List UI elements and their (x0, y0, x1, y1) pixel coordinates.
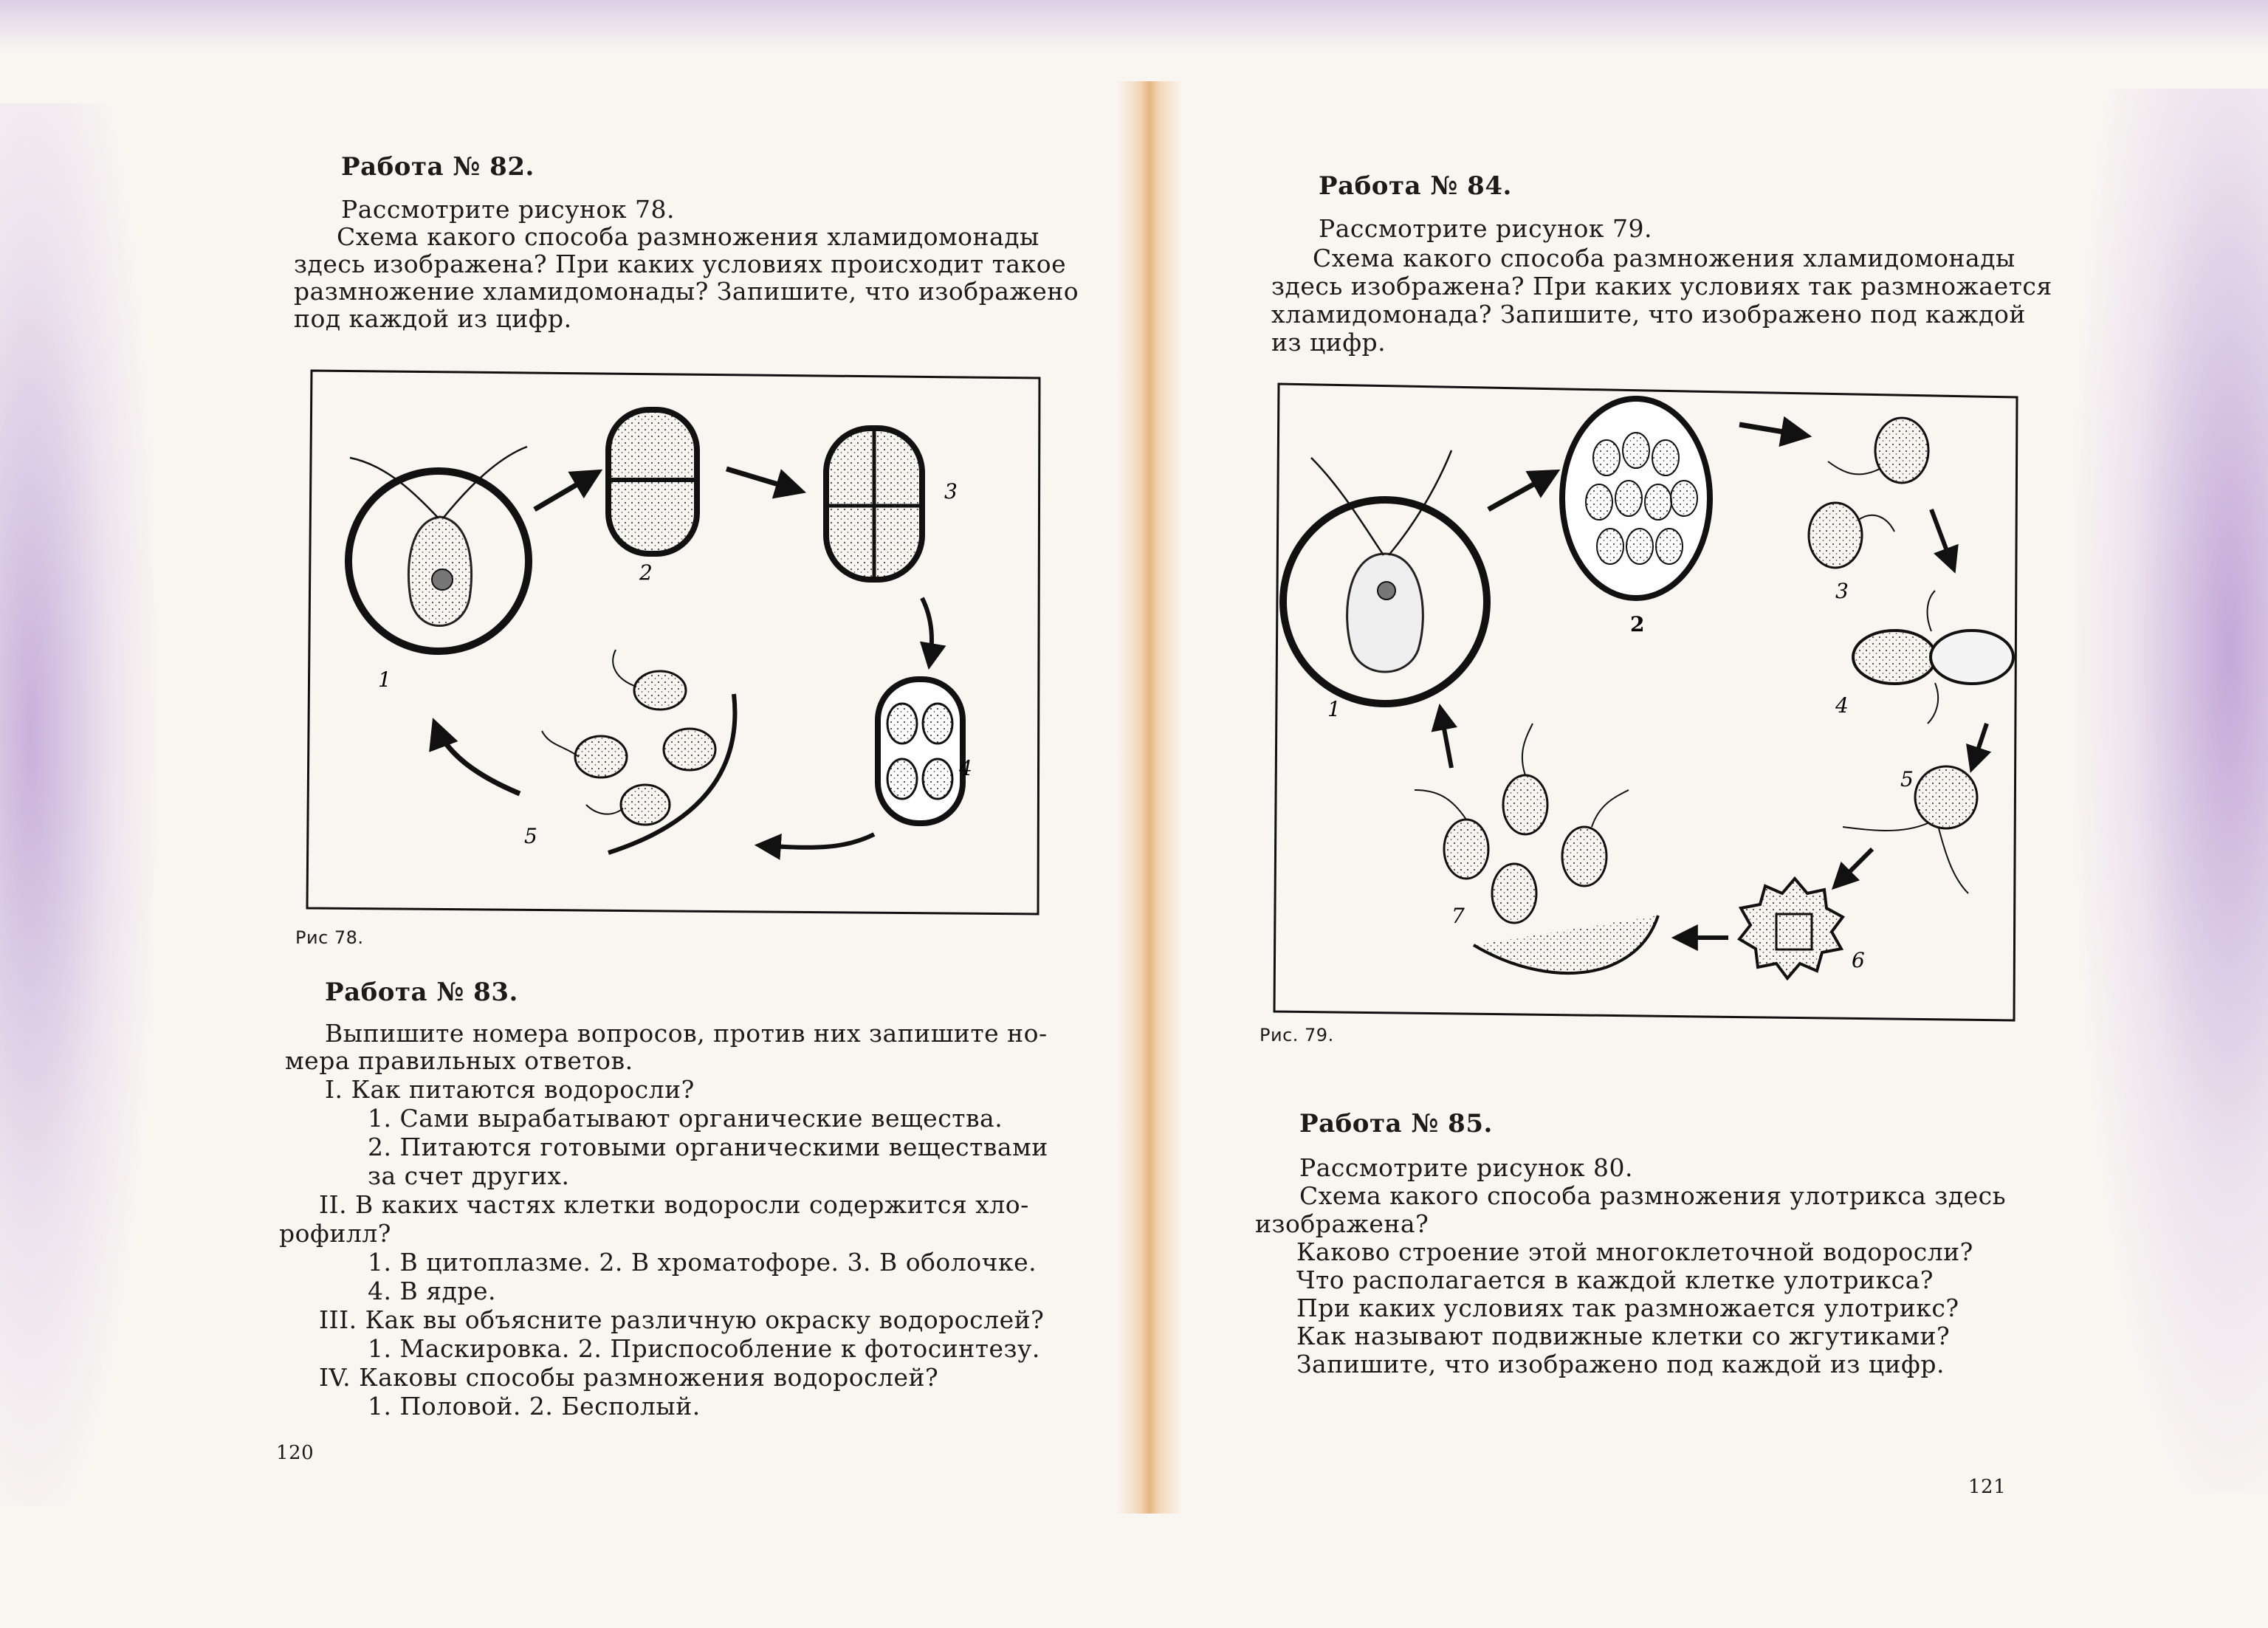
figure-label: 1 (1327, 697, 1341, 721)
work-84-line: из цифр. (1271, 328, 1386, 357)
work-83-line: за счет других. (368, 1161, 570, 1190)
work-82-line: здесь изображена? При каких условиях происходит такое (294, 250, 1067, 278)
work-84-line: хламидомонада? Запишите, что изображено под каждой (1271, 300, 2026, 329)
work-85-line: Рассмотрите рисунок 80. (1299, 1153, 1634, 1182)
work-85-line: Что располагается в каждой клетке улотрикса? (1296, 1265, 1934, 1294)
figure-label: 4 (1835, 693, 1849, 718)
work-85-line: Как называют подвижные клетки со жгутиками? (1296, 1322, 1951, 1350)
work-83-line: II. В каких частях клетки водоросли содержится хло- (319, 1190, 1029, 1219)
work-85-line: При каких условиях так размножается улотрикс? (1296, 1294, 1959, 1322)
figure-label: 3 (944, 479, 958, 504)
figure-label: 7 (1451, 904, 1465, 928)
work-83-line: 1. Сами вырабатывают органические вещества. (368, 1104, 1003, 1133)
work-83-line: IV. Каковы способы размножения водорослей? (319, 1363, 939, 1392)
figure-label: 1 (378, 667, 391, 692)
work-83-line: III. Как вы объясните различную окраску водорослей? (319, 1305, 1045, 1334)
stage-4-cell (878, 679, 963, 823)
work-82-line: размножение хламидомонады? Запишите, что изображено (294, 277, 1079, 306)
page-number-left: 120 (276, 1442, 315, 1464)
stage-3-gametes (1809, 418, 1928, 568)
work-85-line: Каково строение этой многоклеточной водоросли? (1296, 1237, 1973, 1266)
work-85-line: Схема какого способа размножения улотрикса здесь (1299, 1181, 2007, 1210)
work-83-line: мера правильных ответов. (285, 1046, 633, 1075)
work-82-line: под каждой из цифр. (294, 304, 572, 333)
stage-2-gametangium (1562, 399, 1710, 598)
figure-79-caption: Рис. 79. (1260, 1025, 1334, 1045)
stage-1-cell (348, 447, 529, 651)
stage-6-spore (1739, 879, 1843, 978)
stage-4-fusion (1853, 591, 2013, 724)
stage-3-cell (826, 428, 922, 580)
stage-1-cell (1283, 450, 1487, 704)
work-85-line: Запишите, что изображено под каждой из цифр. (1296, 1350, 1945, 1378)
work-82-title: Работа № 82. (341, 152, 535, 182)
work-85-title: Работа № 85. (1299, 1109, 1493, 1138)
work-83-line: 1. В цитоплазме. 2. В хроматофоре. 3. В оболочке. (368, 1248, 1037, 1277)
right-page (1152, 0, 2268, 1628)
work-82-line: Рассмотрите рисунок 78. (341, 195, 676, 224)
work-83-line: 1. Маскировка. 2. Приспособление к фотосинтезу. (368, 1334, 1040, 1363)
work-84-line: Рассмотрите рисунок 79. (1319, 214, 1653, 243)
figure-label: 4 (959, 756, 972, 780)
figure-78 (298, 362, 1051, 923)
figure-label: 2 (1630, 612, 1645, 636)
figure-79 (1267, 377, 2027, 1026)
figure-label: 2 (639, 560, 653, 585)
work-82-line: Схема какого способа размножения хламидомонады (337, 222, 1040, 251)
stage-2-cell (608, 410, 697, 554)
work-83-line: Выпишите номера вопросов, против них запишите но- (325, 1019, 1048, 1048)
stage-5-zoospores (542, 650, 735, 853)
work-84-line: Схема какого способа размножения хламидомонады (1313, 244, 2016, 272)
work-83-line: 1. Половой. 2. Бесполый. (368, 1392, 701, 1421)
work-83-line: рофилл? (279, 1219, 391, 1248)
work-84-title: Работа № 84. (1319, 171, 1512, 201)
figure-label: 3 (1835, 579, 1849, 603)
figure-78-caption: Рис 78. (295, 927, 364, 948)
work-83-line: I. Как питаются водоросли? (325, 1075, 695, 1104)
work-83-line: 4. В ядре. (368, 1277, 496, 1305)
work-85-line: изображена? (1255, 1209, 1429, 1238)
work-84-line: здесь изображена? При каких условиях так размножается (1271, 272, 2052, 300)
figure-label: 5 (524, 824, 537, 848)
figure-label: 5 (1900, 767, 1914, 791)
page-number-right: 121 (1968, 1476, 2007, 1498)
figure-label: 6 (1852, 948, 1865, 972)
work-83-title: Работа № 83. (325, 978, 518, 1007)
work-83-line: 2. Питаются готовыми органическими веществами (368, 1133, 1048, 1161)
